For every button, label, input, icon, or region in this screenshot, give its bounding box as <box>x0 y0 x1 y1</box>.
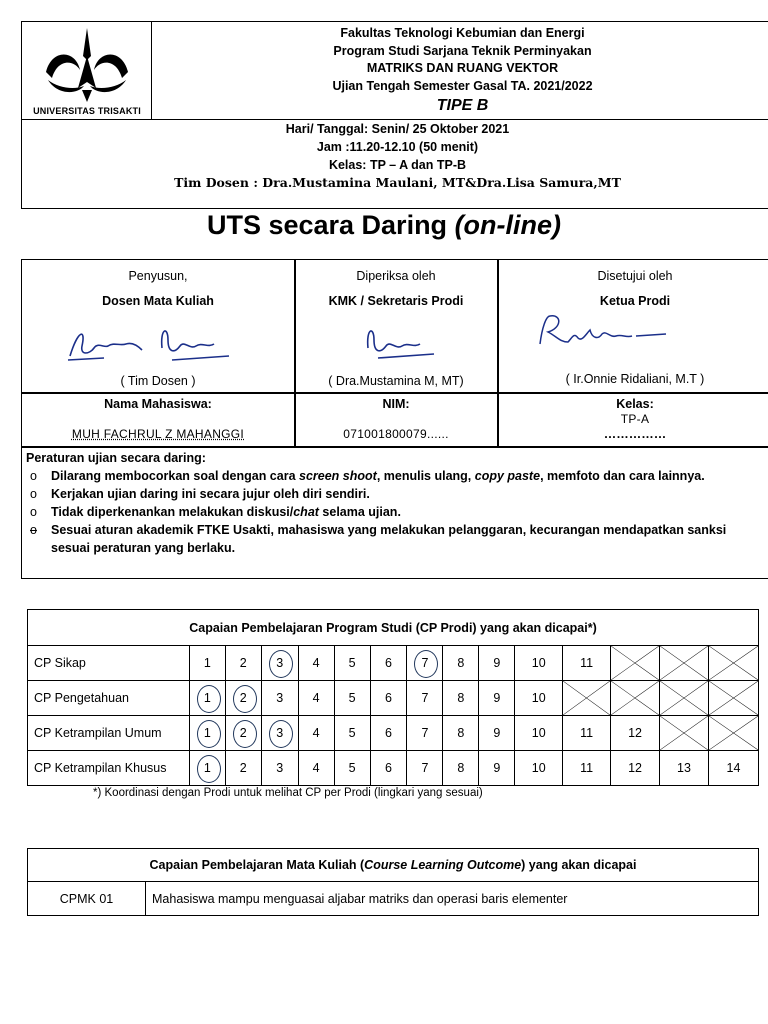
student-nim-cell <box>295 395 497 441</box>
bullet: o <box>30 505 37 519</box>
circled-number: 7 <box>421 656 429 670</box>
circled-number: 3 <box>276 726 284 740</box>
cp-number-cell <box>443 716 479 751</box>
exam-class: Kelas: TP – A dan TP-B <box>328 158 467 172</box>
circled-number: 1 <box>203 726 211 740</box>
cp-number: 11 <box>580 761 594 775</box>
cp-number: 8 <box>457 656 465 670</box>
cp-row-label: CP Ketrampilan Umum <box>28 716 190 751</box>
cross-icon <box>611 681 659 715</box>
table-row <box>28 716 759 751</box>
approval-title: Dosen Mata Kuliah <box>102 294 214 308</box>
cp-number-cell <box>515 716 563 751</box>
cpmk-code: CPMK 01 <box>28 882 146 916</box>
cp-table-note: *) Koordinasi dengan Prodi untuk melihat CP per Prodi (lingkari yang sesuai) <box>93 787 483 799</box>
university-logo-box <box>22 22 152 120</box>
cp-number-cell <box>611 751 660 786</box>
cp-number: 5 <box>348 656 356 670</box>
student-name-cell <box>22 395 294 441</box>
list-item <box>26 485 768 503</box>
cp-number: 7 <box>421 691 429 705</box>
cp-number-cell <box>225 681 261 716</box>
approval-col-author-name <box>22 372 294 390</box>
cross-icon <box>709 646 758 680</box>
title-italic: (on-line) <box>454 210 562 240</box>
cp-number-cell <box>443 681 479 716</box>
table-row <box>28 882 759 916</box>
cp-number: 6 <box>385 691 392 705</box>
cross-icon <box>660 681 708 715</box>
signature-author-icon <box>64 320 234 368</box>
cp-prodi-table <box>27 609 759 786</box>
exam-period: Ujian Tengah Semester Gasal TA. 2021/2022 <box>332 78 593 93</box>
cp-number-cell <box>479 716 515 751</box>
cp-number: 9 <box>493 761 501 775</box>
approval-col-reviewer <box>295 267 497 310</box>
exam-header <box>21 21 768 209</box>
cp-number: 8 <box>457 691 465 705</box>
cp-number-cell <box>515 646 563 681</box>
cp-number-cell <box>334 751 370 786</box>
crossed-cell <box>660 681 709 716</box>
cp-number-cell <box>515 681 563 716</box>
cp-number: 9 <box>493 726 501 740</box>
cp-number-cell <box>708 751 758 786</box>
cp-number-cell <box>611 716 660 751</box>
cp-number: 4 <box>312 691 320 705</box>
cp-number-cell <box>515 751 563 786</box>
cp-number: 1 <box>203 656 211 670</box>
circled-number: 2 <box>239 726 247 740</box>
cp-number: 6 <box>385 726 392 740</box>
cp-number: 4 <box>312 656 320 670</box>
student-name-label: Nama Mahasiswa: <box>104 397 212 411</box>
cp-number-cell <box>563 751 611 786</box>
cp-number-cell <box>225 751 261 786</box>
cp-number-cell <box>334 716 370 751</box>
university-name: UNIVERSITAS TRISAKTI <box>33 106 141 116</box>
cp-number: 5 <box>348 726 356 740</box>
cp-number-cell <box>563 646 611 681</box>
crossed-cell <box>708 646 758 681</box>
approval-role: Disetujui oleh <box>597 269 673 283</box>
cp-row-label: CP Sikap <box>28 646 190 681</box>
exam-title-block <box>152 22 768 120</box>
crossed-cell <box>660 646 709 681</box>
cp-table-heading: Capaian Pembelajaran Program Studi (CP Prodi) yang akan dicapai*) <box>28 610 759 646</box>
student-kelas-value: TP-A <box>620 412 650 426</box>
cp-number-cell <box>189 716 225 751</box>
page-title <box>0 210 768 241</box>
cp-number: 3 <box>276 761 284 775</box>
circled-number: 3 <box>276 656 284 670</box>
rule-text: selama ujian. <box>318 505 401 519</box>
cp-number-cell <box>261 681 298 716</box>
exam-time: Jam :11.20-12.10 (50 menit) <box>316 140 479 154</box>
student-nim-field <box>295 427 497 441</box>
cp-number: 8 <box>457 726 465 740</box>
circled-number: 1 <box>203 691 211 705</box>
cross-icon <box>660 716 708 750</box>
cp-number-cell <box>261 751 298 786</box>
cp-number: 10 <box>531 656 546 670</box>
list-item <box>26 503 768 521</box>
student-kelas-label: Kelas: <box>616 397 654 411</box>
rule-text-italic: copy paste <box>474 469 541 483</box>
cp-number: 3 <box>276 691 284 705</box>
cp-number: 12 <box>628 761 643 775</box>
bullet: o <box>30 523 37 537</box>
cross-icon <box>563 681 610 715</box>
cp-number-cell <box>443 751 479 786</box>
heading-text: ) yang akan dicapai <box>521 858 637 872</box>
rule-text: Tidak diperkenankan melakukan diskusi/ <box>51 505 294 519</box>
approval-title: KMK / Sekretaris Prodi <box>328 294 464 308</box>
student-kelas-dots: …………… <box>603 427 667 441</box>
cp-number: 14 <box>726 761 741 775</box>
cp-number: 4 <box>312 726 320 740</box>
approval-col-approver <box>498 267 768 310</box>
circled-number: 2 <box>239 691 247 705</box>
cp-number: 13 <box>677 761 691 775</box>
cp-number-cell <box>298 716 334 751</box>
cp-number: 10 <box>531 761 546 775</box>
rule-text-italic: screen shoot <box>299 469 377 483</box>
cp-number: 9 <box>493 691 501 705</box>
exam-type: TIPE B <box>436 97 489 114</box>
rule-text: Kerjakan ujian daring ini secara jujur oleh diri sendiri. <box>51 487 370 501</box>
cp-number: 9 <box>493 656 501 670</box>
table-row <box>28 646 759 681</box>
cp-number-cell <box>189 646 225 681</box>
approval-role: Penyusun, <box>128 269 188 283</box>
approval-name: ( Dra.Mustamina M, MT) <box>328 374 464 388</box>
cp-number-cell <box>407 751 443 786</box>
heading-text-italic: Course Learning Outcome <box>364 858 522 872</box>
crossed-cell <box>611 681 660 716</box>
exam-info <box>22 120 768 192</box>
crossed-cell <box>611 646 660 681</box>
cp-number-cell <box>660 751 709 786</box>
list-item <box>26 467 768 485</box>
cp-number: 11 <box>580 656 594 670</box>
exam-lecturers: Tim Dosen : Dra.Mustamina Maulani, MT&Dra.Lisa Samura,MT <box>174 175 621 190</box>
cp-number-cell <box>225 716 261 751</box>
rule-text: , memfoto dan cara lainnya. <box>540 469 705 483</box>
approval-title: Ketua Prodi <box>599 294 671 308</box>
exam-rules <box>26 449 768 557</box>
student-nim-label: NIM: <box>382 397 410 411</box>
approval-col-author <box>22 267 294 310</box>
cp-number: 12 <box>628 726 643 740</box>
cp-number-cell <box>370 681 407 716</box>
cpmk-table-heading <box>28 849 759 882</box>
title-main: UTS secara Daring <box>206 210 455 240</box>
cp-number: 2 <box>239 656 247 670</box>
cp-number: 7 <box>421 726 429 740</box>
cp-number: 10 <box>531 726 546 740</box>
table-row <box>28 751 759 786</box>
cp-number: 2 <box>239 761 247 775</box>
cross-icon <box>660 646 708 680</box>
cross-icon <box>611 646 659 680</box>
approval-name: ( Ir.Onnie Ridaliani, M.T ) <box>565 372 705 386</box>
cp-row-label: CP Pengetahuan <box>28 681 190 716</box>
course-name: MATRIKS DAN RUANG VEKTOR <box>366 61 559 75</box>
approval-name: ( Tim Dosen ) <box>120 374 196 388</box>
exam-date: Hari/ Tanggal: Senin/ 25 Oktober 2021 <box>285 122 510 136</box>
divider <box>22 392 768 394</box>
rule-text: Sesuai aturan akademik FTKE Usakti, mahasiswa yang melakukan pelanggaran, kecurangan mendapatkan sanksi sesuai peraturan yang berlaku. <box>51 523 727 555</box>
trisakti-logo-icon <box>38 26 136 106</box>
cross-icon <box>709 681 758 715</box>
approval-col-reviewer-name <box>295 372 497 390</box>
cp-number-cell <box>261 646 298 681</box>
rule-text-italic: chat <box>293 505 319 519</box>
cp-number-cell <box>298 646 334 681</box>
student-kelas-cell <box>498 395 768 441</box>
student-name-value: MUH FACHRUL Z MAHANGGI <box>71 427 245 441</box>
bullet: o <box>30 469 37 483</box>
cp-number-cell <box>563 716 611 751</box>
cp-number: 10 <box>531 691 546 705</box>
cp-number: 7 <box>421 761 429 775</box>
cp-number-cell <box>370 751 407 786</box>
cp-number-cell <box>407 716 443 751</box>
approval-role: Diperiksa oleh <box>356 269 436 283</box>
signature-reviewer-icon <box>358 322 438 362</box>
faculty-name: Fakultas Teknologi Kebumian dan Energi <box>340 26 585 40</box>
cpmk-table <box>27 848 759 916</box>
circled-number: 1 <box>203 761 211 775</box>
rules-list <box>26 467 768 557</box>
cp-number-cell <box>479 681 515 716</box>
cp-number-cell <box>479 751 515 786</box>
heading-text: Capaian Pembelajaran Mata Kuliah ( <box>149 858 365 872</box>
cpmk-description: Mahasiswa mampu menguasai aljabar matriks dan operasi baris elementer <box>146 882 759 916</box>
cp-number: 6 <box>385 761 392 775</box>
student-nim-dots: ...... <box>426 427 449 441</box>
cp-number-cell <box>298 751 334 786</box>
cp-number-cell <box>189 681 225 716</box>
cp-row-label: CP Ketrampilan Khusus <box>28 751 190 786</box>
approval-col-approver-name <box>498 370 768 388</box>
cp-number-cell <box>407 681 443 716</box>
crossed-cell <box>660 716 709 751</box>
cp-number-cell <box>479 646 515 681</box>
cp-number-cell <box>225 646 261 681</box>
cp-number-cell <box>298 681 334 716</box>
cp-number: 11 <box>580 726 594 740</box>
rule-text: , menulis ulang, <box>376 469 475 483</box>
crossed-cell <box>708 716 758 751</box>
cp-number: 5 <box>348 691 356 705</box>
cp-number-cell <box>261 716 298 751</box>
student-nim-value: 071001800079 <box>343 427 427 441</box>
cp-number-cell <box>443 646 479 681</box>
cp-number: 4 <box>312 761 320 775</box>
signature-approver-icon <box>532 308 682 354</box>
divider <box>22 446 768 448</box>
crossed-cell <box>563 681 611 716</box>
cp-number-cell <box>334 681 370 716</box>
cp-number-cell <box>370 716 407 751</box>
cp-number: 6 <box>385 656 392 670</box>
cp-number: 5 <box>348 761 356 775</box>
cp-number-cell <box>407 646 443 681</box>
rule-text: Dilarang membocorkan soal dengan cara <box>51 469 299 483</box>
cp-number-cell <box>370 646 407 681</box>
rules-heading: Peraturan ujian secara daring: <box>26 451 206 465</box>
cp-number: 8 <box>457 761 465 775</box>
program-name: Program Studi Sarjana Teknik Perminyakan <box>333 43 592 58</box>
cross-icon <box>709 716 758 750</box>
approval-box <box>21 259 768 579</box>
bullet: o <box>30 487 37 501</box>
list-item <box>26 521 768 557</box>
table-row <box>28 681 759 716</box>
crossed-cell <box>708 681 758 716</box>
cp-number-cell <box>189 751 225 786</box>
cp-number-cell <box>334 646 370 681</box>
